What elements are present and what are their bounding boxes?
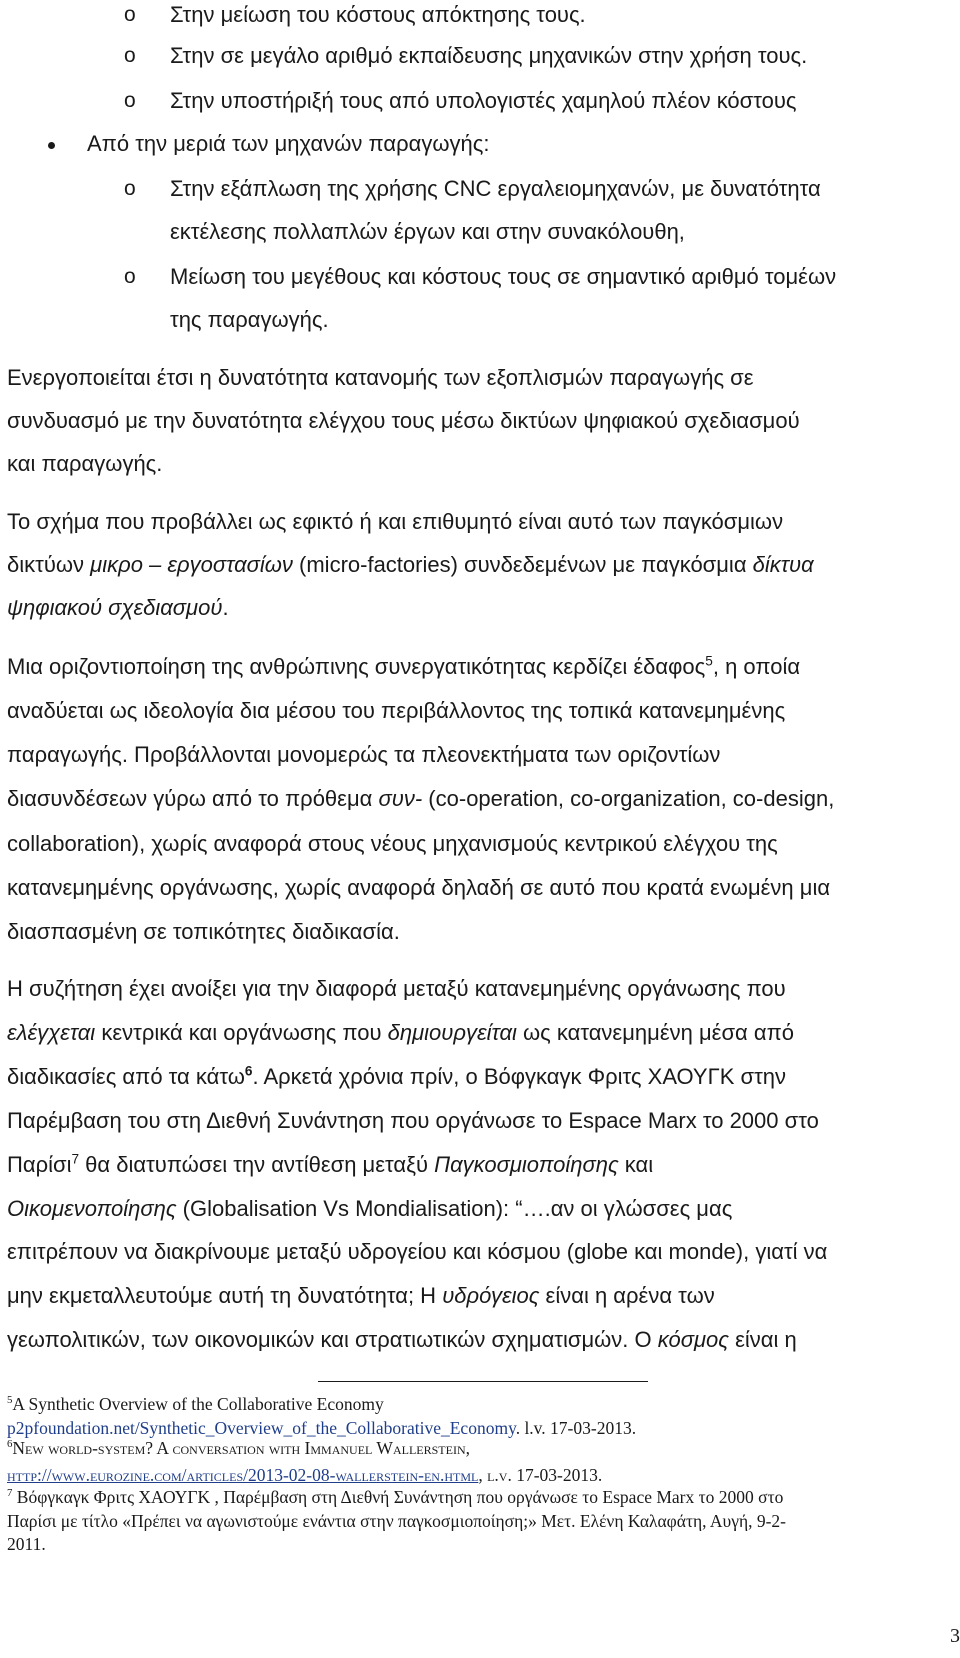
list-item: Στην εξάπλωση της χρήσης CNC εργαλειομηχανών, με δυνατότητα	[170, 176, 821, 201]
footnote-7-continuation: Παρίσι με τίτλο «Πρέπει να αγωνιστούμε ενάντια στην παγκοσμιοποίηση;» Μετ. Ελένη Καλαφάτη, Αυγή, 9-2-	[7, 1511, 787, 1531]
footnote-separator	[318, 1381, 648, 1382]
bullet-dot-icon	[48, 142, 55, 149]
list-item: Στην μείωση του κόστους απόκτησης τους.	[170, 2, 586, 27]
list-marker: o	[124, 44, 136, 67]
footnote-5-link[interactable]: p2pfoundation.net/Synthetic_Overview_of_the_Collaborative_Economy	[7, 1418, 516, 1438]
footnote-ref: 6	[244, 1063, 253, 1079]
footnote-5: $^5$A Synthetic Overview of the Collaborative Economy	[7, 1394, 384, 1414]
footnote-6: $^6$New world-system? A conversation with Immanuel Wallerstein,	[7, 1438, 470, 1458]
list-marker: o	[124, 3, 136, 26]
list-marker: o	[124, 177, 136, 200]
list-item-continuation: εκτέλεσης πολλαπλών έργων και στην συνακόλουθη,	[170, 219, 685, 244]
list-marker: o	[124, 89, 136, 112]
list-item: Από την μεριά των μηχανών παραγωγής:	[87, 131, 490, 156]
footnote-5-link-line: p2pfoundation.net/Synthetic_Overview_of_the_Collaborative_Economy. l.v. 17-03-2013.	[7, 1418, 637, 1438]
list-item: Στην σε μεγάλο αριθμό εκπαίδευσης μηχανικών στην χρήση τους.	[170, 43, 808, 68]
list-item: Μείωση του μεγέθους και κόστους τους σε σημαντικό αριθμό τομέων	[170, 264, 837, 289]
footnote-6-link-line: http://www.eurozine.com/articles/2013-02-08-wallerstein-en.html, l.v. 17-03-2013.	[7, 1465, 603, 1485]
footnote-7: $^7$ Βόφγκαγκ Φριτς ΧΑΟΥΓΚ , Παρέμβαση στη Διεθνή Συνάντηση που οργάνωσε το Espace Marx το 2000 στο	[7, 1487, 784, 1507]
list-item-continuation: της παραγωγής.	[170, 307, 329, 332]
footnote-7-continuation: 2011.	[7, 1534, 46, 1554]
list-marker: o	[124, 265, 136, 288]
list-item: Στην υποστήριξή τους από υπολογιστές χαμηλού πλέον κόστους	[170, 88, 797, 113]
document-page: o Στην μείωση του κόστους απόκτησης τους. o Στην σε μεγάλο αριθμό εκπαίδευσης μηχανικών στην χρήση τους. o Στην υποστήριξή τους από υπολογιστές χαμηλού πλέον κόστους Από την μεριά των μηχανών παραγωγής: o Στην εξάπλωση της χρήσης CNC εργαλειομηχανών, με δυνατότητα εκτέλεσης πολλαπλών έργων και στην συνακόλουθη, o Μείωση του μεγέθους και κόστους τους σε σημαντικό αριθμό τομέων της παραγωγής. Ενεργοποιείται έτσι η δυνατότητα κατανομής των εξοπλισμών παραγωγής σε συνδυασμό με την δυνατότητα ελέγχου τους μέσω δικτύων ψηφιακού σχεδιασμού και παραγωγής. Το σχήμα που προβάλλει ως εφικτό ή και επιθυμητό είναι αυτό των παγκόσμιων δικτύων μικρο – εργοστασίων (micro-factories) συνδεδεμένων με παγκόσμια δίκτυα ψηφιακού σχεδιασμού. Μια οριζοντιοποίηση της ανθρώπινης συνεργατικότητας κερδίζει έδαφος$^5$, η οποία αναδύεται ως ιδεολογία δια μέσου του περιβάλλοντος της τοπικά κατανεμημένης παραγωγής. Προβάλλονται μονομερώς τα πλεονεκτήματα των οριζοντίων διασυνδέσεων γύρω από το πρόθεμα συν- (co-operation, co-organization, co-design, collaboration), χωρίς αναφορά στους νέους μηχανισμούς κεντρικού ελέγχου της κατανεμημένης οργάνωσης, χωρίς αναφορά δηλαδή σε αυτό που κρατά ενωμένη μια διασπασμένη σε τοπικότητες διαδικασία. Η συζήτηση έχει ανοίξει για την διαφορά μεταξύ κατανεμημένης οργάνωσης που ελέγχεται κεντρικά και οργάνωσης που δημιουργείται ως κατανεμημένη μέσα από διαδικασίες από τα κάτω$^6$. Αρκετά χρόνια πρίν, ο Βόφγκαγκ Φριτς ΧΑΟΥΓΚ στην Παρέμβαση του στη Διεθνή Συνάντηση που οργάνωσε το Espace Marx το 2000 στο Παρίσι$^7$ θα διατυπώσει την αντίθεση μεταξύ Παγκοσμιοποίησης και Οικομενοποίησης (Globalisation Vs Mondialisation): “….αν οι γλώσσες μας επιτρέπουν να διακρίνουμε μεταξύ υδρογείου και κόσμου (globe και monde), γιατί να μην εκμεταλλευτούμε αυτή τη δυνατότητα; Η υδρόγειος είναι η αρένα των γεωπολιτικών, των οικονομικών και στρατιωτικών σχηματισμών. Ο κόσμος είναι η $^5$A Synthetic Overview of the Collaborative Economy p2pfoundation.net/Synthetic_Overview_of_the_Collaborative_Economy. l.v. 17-03-2013. $^6$New world-system? A conversation with Immanuel Wallerstein, http://www.eurozine.com/articles/2013-02-08-wallerstein-en.html, l.v. 17-03-2013. $^7$ Βόφγκαγκ Φριτς ΧΑΟΥΓΚ , Παρέμβαση στη Διεθνή Συνάντηση που οργάνωσε το Espace Marx το 2000 στο Παρίσι με τίτλο «Πρέπει να αγωνιστούμε ενάντια στην παγκοσμιοποίηση;» Μετ. Ελένη Καλαφάτη, Αυγή, 9-2- 2011. 3	[7, 2, 960, 1647]
page-number: 3	[950, 1625, 960, 1647]
footnote-ref: 7	[71, 1151, 80, 1167]
footnote-ref: 5	[705, 653, 713, 669]
footnote-6-link[interactable]: http://www.eurozine.com/articles/2013-02-08-wallerstein-en.html	[7, 1465, 479, 1485]
